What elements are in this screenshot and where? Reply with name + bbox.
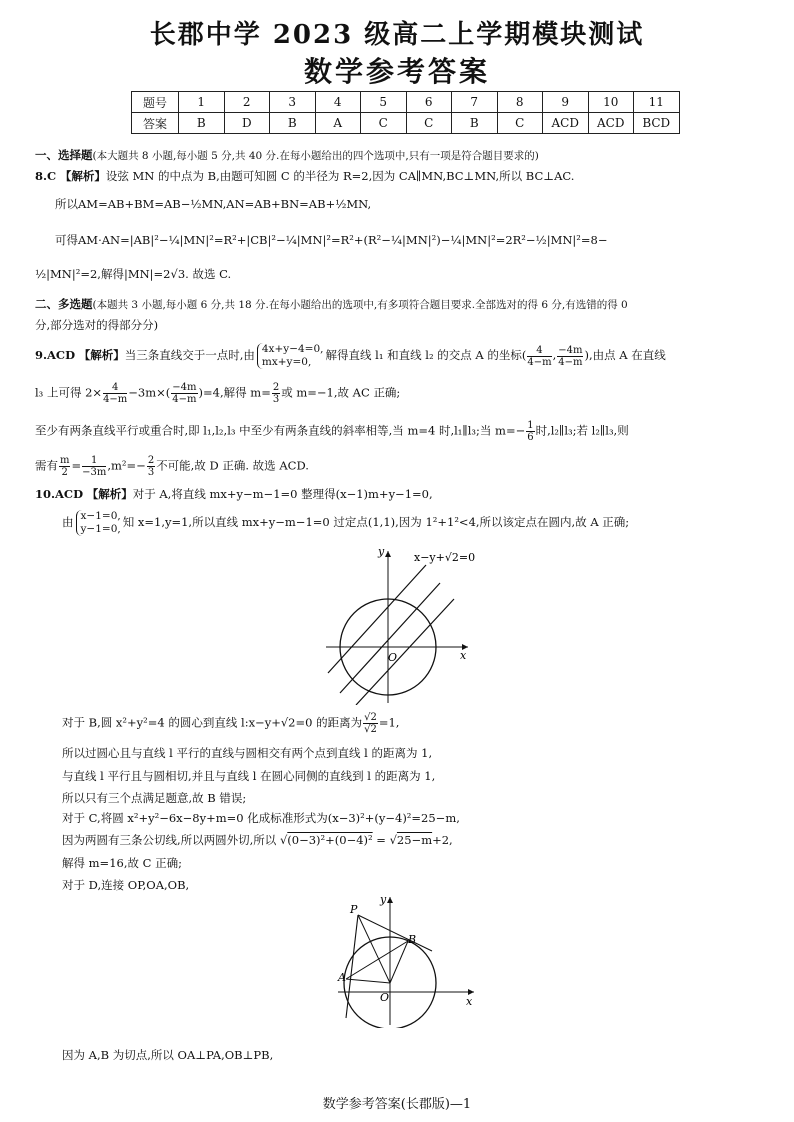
fraction-numerator: 2: [147, 455, 155, 466]
q9-system: [257, 343, 324, 369]
q9-m-fraction: [272, 382, 280, 405]
section1-heading-note: (本大题共 8 小题,每小题 5 分,共 40 分.在每小题给出的四个选项中,只有一项是符合题目要求的): [92, 150, 539, 162]
tangent-line: [328, 565, 426, 673]
y-label: y: [378, 545, 385, 558]
q8-tag: 【解析】: [59, 169, 106, 183]
q9-text-1b: 解得直线 l₁ 和直线 l₂ 的交点 A 的坐标: [325, 348, 522, 362]
q9-system-eq2: mx+y=0,: [261, 356, 312, 368]
q8-line-3: 可得AM·AN=|AB|²−¼|MN|²=R²+|CB|²−¼|MN|²=R²+(R²−¼|MN|²)−¼|MN|²=2R²−½|MN|²=8−: [55, 233, 608, 247]
fraction-numerator: √2: [364, 712, 377, 723]
q9-f1-fraction: [59, 455, 70, 478]
fraction-denominator: 4−m: [527, 356, 552, 368]
page-footer: 数学参考答案(长郡版)—1: [322, 1097, 472, 1112]
q10-c-line-1: 对于 C,将圆 x²+y²−6x−8y+m=0 化成标准形式为(x−3)²+(y−4)²=25−m,: [62, 811, 460, 825]
title-line-1: 长郡中学 2023 级高二上学期模块测试: [149, 20, 645, 50]
q9-f2-fraction: [82, 455, 106, 478]
section2-heading-label: 二、多选题: [35, 297, 93, 311]
q10-system: [76, 510, 121, 536]
q10-c-root-1: (0−3)²+(0−4)²: [287, 833, 373, 847]
fraction-denominator: 2: [61, 467, 68, 478]
point-p-label: P: [350, 903, 358, 916]
fraction-numerator: 4: [103, 382, 127, 394]
q9-text-3: 至少有两条直线平行或重合时,即 l₁,l₂,l₃ 中至少有两条直线的斜率相等,当 m=4 时,l₁∥l₃;当 m=−: [35, 423, 526, 438]
answer-table-cell: 1: [179, 92, 225, 113]
q9-text-4b: ,m²=−: [107, 458, 146, 473]
answer-table-row-answers: [132, 113, 680, 134]
point-a-label: A: [338, 971, 346, 984]
figure-tangent-circle: [328, 893, 478, 1028]
fraction-numerator: −4m: [558, 344, 583, 356]
answer-table-cell: 11: [634, 92, 680, 113]
q10-distance-fraction: [363, 712, 378, 735]
answer-table-header-answer: 答案: [132, 113, 179, 134]
figure-circle-parallel-lines: [318, 545, 478, 705]
y-label: y: [380, 893, 387, 906]
q10-c-line-3: 解得 m=16,故 C 正确;: [62, 856, 182, 870]
answer-table-cell: 3: [270, 92, 316, 113]
q9-text-4a: 需有: [35, 458, 58, 473]
q10-b-line-1: [62, 712, 399, 735]
q8-text-1: 设弦 MN 的中点为 B,由题可知圆 C 的半径为 R=2,因为 CA∥MN,BC⊥MN,所以 BC⊥AC.: [105, 169, 575, 183]
q10-d-line-2: 因为 A,B 为切点,所以 OA⊥PA,OB⊥PB,: [62, 1048, 274, 1062]
q10-b-text-1a: 对于 B,圆 x²+y²=4 的圆心到直线 l:x−y+√2=0 的距离为: [62, 715, 363, 730]
title-line-2: 数学参考答案: [303, 55, 490, 88]
q10-system-eq1: x−1=0,: [80, 510, 121, 522]
q8-label: 8.C: [35, 169, 57, 183]
q9-line-2: l₃ 上可得 2× $\frac{4}{4-m}$ −3m×( $\frac{-4m}{4-m}$ )=4,解得 m= $\frac{2}{3}$ 或 m=−1,故 AC 正确;: [35, 382, 401, 405]
fraction-denominator: 4−m: [558, 356, 583, 368]
answer-table-cell: BCD: [634, 113, 680, 134]
answer-table-cell: 9: [543, 92, 589, 113]
q8-line-1: [35, 168, 574, 184]
q9-text-3b: 时,l₂∥l₃;若 l₂∥l₃,则: [535, 423, 629, 438]
answer-table-cell: C: [497, 113, 543, 134]
answer-table-header-number: 题号: [132, 92, 179, 113]
q9-line-4: 需有 $\frac{m}{2}$ = $\frac{1}{-3m}$ ,m²=− $\frac{2}{3}$ 不可能,故 D 正确. 故选 ACD.: [35, 455, 309, 478]
q10-b-line-4: 所以只有三个点满足题意,故 B 错误;: [62, 791, 247, 805]
answer-table-cell: 8: [497, 92, 543, 113]
q9-system-eq1: 4x+y−4=0,: [261, 343, 324, 355]
q10-b-line-2: 所以过圆心且与直线 l 平行的直线与圆相交有两个点到直线 l 的距离为 1,: [62, 746, 433, 760]
segment-ob: [390, 941, 408, 983]
q9-text-2b: −3m×: [128, 385, 166, 400]
tangent-pb: [358, 915, 432, 951]
q10-label: 10.ACD: [35, 487, 84, 501]
answer-table-cell: D: [224, 113, 270, 134]
fraction-denominator: 3: [272, 394, 280, 405]
answer-table-cell: 4: [315, 92, 361, 113]
answer-table-cell: 10: [588, 92, 634, 113]
answer-table-cell: A: [315, 113, 361, 134]
q9-text-2a: l₃ 上可得 2×: [35, 385, 103, 400]
section2-heading: [35, 296, 628, 313]
answer-table-cell: B: [179, 113, 225, 134]
answer-table-cell: 5: [361, 92, 407, 113]
q10-line-2: [62, 510, 629, 536]
q10-c-root-2: 25−m: [396, 833, 433, 847]
answer-table-cell: 7: [452, 92, 498, 113]
parallel-line: [356, 599, 454, 705]
q10-d-line-1: 对于 D,连接 OP,OA,OB,: [62, 878, 190, 892]
q10-c-text-2c: +2,: [432, 833, 453, 847]
q9-line-3: [35, 420, 629, 443]
answer-table-cell: ACD: [588, 113, 634, 134]
q10-line-1: [35, 486, 433, 502]
q8-line-2: 所以AM=AB+BM=AB−½MN,AN=AB+BN=AB+½MN,: [55, 197, 372, 211]
fraction-numerator: 2: [272, 382, 280, 393]
fraction-denominator: −3m: [82, 467, 107, 478]
section1-heading: [35, 147, 539, 164]
q9-tag: 【解析】: [78, 348, 125, 362]
x-label: x: [460, 649, 467, 662]
q10-c-text-2a: 因为两圆有三条公切线,所以两圆外切,所以: [62, 833, 280, 847]
point-b-label: B: [408, 933, 417, 946]
q9-line-1: 9.ACD 【解析】当三条直线交于一点时,由 4x+y−4=0, mx+y=0, 解得直线 l₁ 和直线 l₂ 的交点 A 的坐标( $\frac{4}{4-m}$ , $\frac{-4m}{4-m}$ ),由点 A 在直线: [35, 343, 666, 368]
q9-text-1c: ,由点 A 在直线: [588, 348, 666, 362]
q8-line-4: ½|MN|²=2,解得|MN|=2√3. 故选 C.: [35, 267, 232, 281]
answer-table-cell: ACD: [543, 113, 589, 134]
segment-oa: [346, 979, 390, 983]
fraction-numerator: −4m: [172, 382, 197, 393]
q10-text-1: 对于 A,将直线 mx+y−m−1=0 整理得(x−1)m+y−1=0,: [132, 487, 433, 501]
q10-c-text-2b: =: [372, 833, 390, 847]
q9-text-2c: =4,解得 m=: [203, 385, 271, 400]
fraction-numerator: 4: [527, 345, 551, 357]
q10-text-2b: 知 x=1,y=1,所以直线 mx+y−m−1=0 过定点(1,1),因为 1²+1²<4,所以该定点在圆内,故 A 正确;: [122, 515, 630, 529]
q9-coord-b-fraction: [557, 345, 583, 368]
q9-text-4c: 不可能,故 D 正确. 故选 ACD.: [156, 458, 309, 473]
section2-heading-note: (本题共 3 小题,每小题 6 分,共 18 分.在每小题给出的选项中,有多项符合题目要求.全部选对的得 6 分,有选错的得 0: [92, 299, 628, 311]
q9-label: 9.ACD: [35, 348, 76, 362]
segment-op: [358, 915, 390, 983]
answer-table-cell: C: [361, 113, 407, 134]
fraction-denominator: 4−m: [172, 394, 197, 405]
section2-heading-note-2: 分,部分选对的得部分分): [35, 318, 159, 332]
segment-ab: [346, 941, 408, 979]
tangent-pa: [346, 915, 358, 1018]
q10-b-line-3: 与直线 l 平行且与圆相切,并且与直线 l 在圆心同侧的直线到 l 的距离为 1,: [62, 769, 436, 783]
answer-table-cell: B: [270, 113, 316, 134]
q10-tag: 【解析】: [86, 487, 133, 501]
q9-fraction: [171, 382, 197, 405]
line-label: x−y+√2=0: [414, 551, 476, 564]
answer-table-cell: B: [452, 113, 498, 134]
fraction-denominator: 3: [147, 467, 155, 478]
q10-text-2a: 由: [62, 515, 74, 529]
answer-table-cell: 6: [406, 92, 452, 113]
q9-fraction: [103, 382, 127, 405]
fraction-denominator: 6: [527, 432, 534, 443]
answer-table-cell: C: [406, 113, 452, 134]
q9-text-2d: 或 m=−1,故 AC 正确;: [281, 385, 401, 400]
answer-table-cell: 2: [224, 92, 270, 113]
q10-c-line-2: 因为两圆有三条公切线,所以两圆外切,所以 √(0−3)²+(0−4)² = √25−m+2,: [62, 833, 453, 847]
x-label: x: [466, 995, 473, 1008]
section1-heading-label: 一、选择题: [35, 148, 93, 162]
q10-system-eq2: y−1=0,: [80, 523, 121, 535]
fraction-numerator: 1: [527, 420, 534, 431]
origin-label: O: [380, 991, 390, 1004]
q10-b-text-1b: =1,: [378, 715, 400, 730]
fraction-denominator: √2: [364, 724, 377, 735]
y-axis-arrow: [387, 897, 393, 903]
fraction-denominator: 4−m: [103, 394, 128, 405]
q9-f3-fraction: [147, 455, 155, 478]
answer-table: [131, 91, 680, 134]
q9-m2-fraction: [526, 420, 534, 443]
fraction-numerator: 1: [82, 455, 106, 467]
q9-text-1a: 当三条直线交于一点时,由: [124, 348, 255, 362]
y-axis-arrow: [385, 551, 391, 557]
origin-label: O: [388, 651, 398, 664]
q9-coord-a-fraction: [527, 345, 551, 368]
fraction-numerator: m: [60, 455, 70, 466]
answer-table-row-numbers: [132, 92, 680, 113]
